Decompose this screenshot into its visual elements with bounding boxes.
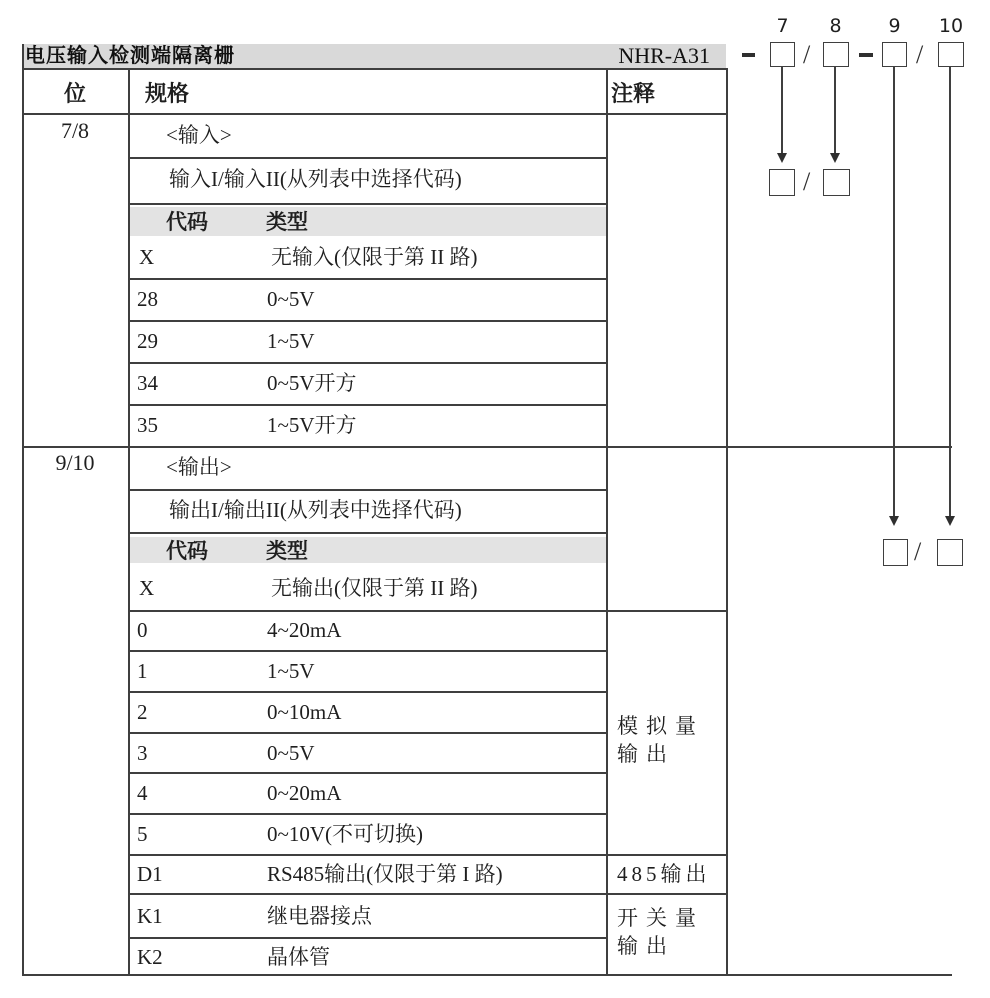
position-label: 9/10 xyxy=(55,450,95,475)
note-analog-output xyxy=(617,712,704,768)
section-divider-line xyxy=(22,446,952,448)
model-number: NHR-A31 xyxy=(618,43,710,68)
type-cell: 无输出(仅限于第 II 路) xyxy=(271,576,478,600)
row-line xyxy=(128,610,728,612)
slash-separator: / xyxy=(914,537,922,566)
column-header-note: 注释 xyxy=(611,81,656,106)
code-cell: 4 xyxy=(137,781,148,805)
type-cell: 0~20mA xyxy=(267,781,342,805)
type-cell: 0~5V开方 xyxy=(267,371,357,395)
row-line xyxy=(128,937,608,939)
arrow-head-7 xyxy=(777,153,787,163)
row-line xyxy=(128,203,608,205)
note-485-output: 485输出 xyxy=(617,862,711,886)
arrow-line-8 xyxy=(834,67,836,154)
note-line: 输出 xyxy=(617,934,675,958)
row-line xyxy=(128,772,608,774)
row-line xyxy=(128,732,608,734)
arrow-head-9 xyxy=(889,516,899,526)
output2-code-box xyxy=(937,539,963,566)
arrow-line-7 xyxy=(781,67,783,154)
row-line xyxy=(128,362,608,364)
code-cell: 2 xyxy=(137,700,148,724)
table-line xyxy=(22,44,24,976)
code-cell: K2 xyxy=(137,945,163,969)
row-line xyxy=(128,532,608,534)
column-header-position: 位 xyxy=(63,81,86,106)
arrow-head-10 xyxy=(945,516,955,526)
input1-code-box xyxy=(769,169,795,196)
note-line: 模拟量 xyxy=(617,714,704,738)
row-line xyxy=(128,278,608,280)
type-cell: 继电器接点 xyxy=(267,904,372,928)
code-cell: 34 xyxy=(137,371,158,395)
arrow-head-8 xyxy=(830,153,840,163)
type-cell: 0~10V(不可切换) xyxy=(267,822,424,846)
type-cell: 1~5V xyxy=(267,659,315,683)
code-cell: 28 xyxy=(137,287,158,311)
dash-separator xyxy=(742,53,755,57)
code-cell: 1 xyxy=(137,659,148,683)
digit-9: 9 xyxy=(888,15,901,37)
type-cell: 4~20mA xyxy=(267,618,342,642)
note-line: 输出 xyxy=(617,742,675,766)
type-header: 类型 xyxy=(266,210,308,234)
type-cell: 无输入(仅限于第 II 路) xyxy=(271,245,478,269)
row-line xyxy=(128,404,608,406)
code-box-10 xyxy=(938,42,964,67)
section-intro: <输入> xyxy=(166,123,232,147)
type-cell: 1~5V xyxy=(267,329,315,353)
row-line xyxy=(128,320,608,322)
code-cell: K1 xyxy=(137,904,163,928)
note-switch-output xyxy=(617,904,704,960)
section-intro: <输出> xyxy=(166,455,232,479)
product-title: 电压输入检测端隔离栅 xyxy=(25,45,235,67)
type-header: 类型 xyxy=(266,539,308,563)
slash-separator: / xyxy=(803,167,811,196)
row-line xyxy=(128,813,608,815)
code-box-8 xyxy=(823,42,849,67)
digit-7: 7 xyxy=(776,15,789,37)
code-cell: X xyxy=(139,576,155,600)
code-header: 代码 xyxy=(166,210,208,234)
row-line xyxy=(128,854,728,856)
row-line xyxy=(128,893,728,895)
position-label: 7/8 xyxy=(60,118,90,143)
title-bar xyxy=(22,44,726,69)
section-subtitle: 输出I/输出II(从列表中选择代码) xyxy=(169,498,462,522)
row-line xyxy=(128,157,608,159)
slash-separator: / xyxy=(916,40,924,69)
note-line: 开关量 xyxy=(617,906,704,930)
code-cell: 35 xyxy=(137,413,158,437)
code-header: 代码 xyxy=(166,539,208,563)
code-cell: 0 xyxy=(137,618,148,642)
code-cell: D1 xyxy=(137,862,163,886)
slash-separator: / xyxy=(803,40,811,69)
type-cell: 0~5V xyxy=(267,287,315,311)
type-cell: 0~5V xyxy=(267,741,315,765)
type-cell: 0~10mA xyxy=(267,700,342,724)
digit-10: 10 xyxy=(938,15,964,37)
row-line xyxy=(128,691,608,693)
code-cell: 29 xyxy=(137,329,158,353)
table-line xyxy=(726,68,728,976)
code-cell: 5 xyxy=(137,822,148,846)
output1-code-box xyxy=(883,539,908,566)
digit-8: 8 xyxy=(829,15,842,37)
row-line xyxy=(128,489,608,491)
row-line xyxy=(128,650,608,652)
input2-code-box xyxy=(823,169,850,196)
code-cell: X xyxy=(139,245,155,269)
section-subtitle: 输入I/输入II(从列表中选择代码) xyxy=(169,167,462,191)
type-cell: 晶体管 xyxy=(267,945,330,969)
arrow-line-10 xyxy=(949,67,951,517)
dash-separator xyxy=(859,53,873,57)
code-box-9 xyxy=(882,42,907,67)
column-header-spec: 规格 xyxy=(145,81,190,106)
type-cell: RS485输出(仅限于第 I 路) xyxy=(267,862,503,886)
table-bottom-line xyxy=(22,974,952,976)
arrow-line-9 xyxy=(893,67,895,517)
code-box-7 xyxy=(770,42,795,67)
code-cell: 3 xyxy=(137,741,148,765)
type-cell: 1~5V开方 xyxy=(267,413,357,437)
